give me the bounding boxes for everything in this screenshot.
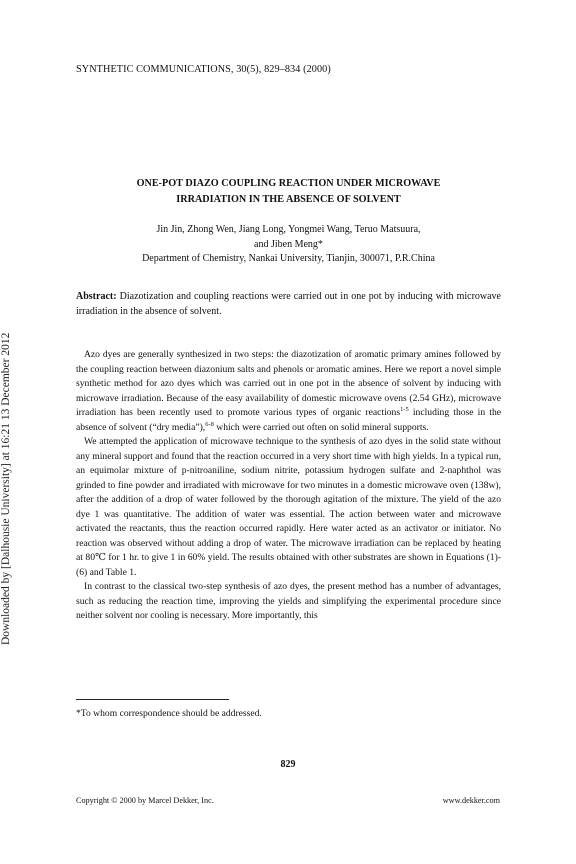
article-title: [76, 176, 501, 208]
footnote: *To whom correspondence should be addressed.: [76, 708, 262, 719]
title-line-1: ONE-POT DIAZO COUPLING REACTION UNDER MICROWAVE: [136, 178, 441, 189]
citation-ref: 6-8: [205, 420, 214, 428]
title-line-2: IRRADIATION IN THE ABSENCE OF SOLVENT: [176, 194, 401, 205]
citation-ref: 1-5: [400, 405, 409, 413]
journal-header: SYNTHETIC COMMUNICATIONS, 30(5), 829–834 (2000): [76, 64, 331, 75]
abstract: [76, 290, 501, 319]
paragraph-1-part-2: including those in the absence of solvent (“dry media”),: [76, 407, 501, 433]
paragraph-3: In contrast to the classical two-step synthesis of azo dyes, the present method has a number of advantages, such as reducing the reaction time, improving the yields and simplifying the experimental procedure since neither solvent nor cooling is necessary. More importantly, this: [76, 581, 501, 621]
footnote-divider: [76, 699, 229, 700]
author-block: [76, 223, 501, 267]
paragraph-1: [76, 348, 501, 435]
affiliation: Department of Chemistry, Nankai University, Tianjin, 300071, P.R.China: [142, 253, 435, 264]
paragraph-1-part-1: Azo dyes are generally synthesized in two steps: the diazotization of aromatic primary amines followed by the coupling reaction between diazonium salts and phenols or aromatic amines. Here we report a novel simple synthetic method for azo dyes which was carried out in one pot in the absence of solvent by inducing with microwave irradiation. Because of the easy availability of domestic microwave ovens (2.54 GHz), microwave irradiation has been recently used to promote various types of organic reactions: [76, 349, 501, 418]
paragraph-1-part-3: which were carried out often on solid mineral supports.: [213, 421, 429, 433]
page-number: 829: [280, 759, 296, 770]
authors-line-1: Jin Jin, Zhong Wen, Jiang Long, Yongmei Wang, Teruo Matsuura,: [156, 224, 421, 235]
body-text: [76, 348, 501, 624]
download-watermark: Downloaded by [Dalhousie University] at 16:21 13 December 2012: [0, 332, 12, 645]
paragraph-2: We attempted the application of microwave technique to the synthesis of azo dyes in the solid state without any mineral support and found that the reaction occurred in a very short time with high yields. In a typical run, an equimolar mixture of p-nitroaniline, sodium nitrite, potassium hydrogen sulfate and 2-naphthol was grinded to fine powder and irradiated with microwave for two minutes in a domestic microwave oven (138w), after the addition of a drop of water followed by the thorough agitation of the mixture. The yield of the azo dye 1 was quantitative. The addition of water was essential. The action between water and microwave activated the reactants, thus the reaction occurred rapidly. Here water acted as an activator or initiator. No reaction was observed without adding a drop of water. The microwave irradiation can be replaced by heating at 80℃ for 1 hr. to give 1 in 60% yield. The results obtained with other substrates are shown in Equations (1)-(6) and Table 1.: [76, 436, 501, 578]
publisher-website: www.dekker.com: [442, 796, 500, 805]
copyright-notice: Copyright © 2000 by Marcel Dekker, Inc.: [76, 796, 214, 805]
abstract-text: Diazotization and coupling reactions were carried out in one pot by inducing with microwave irradiation in the absence of solvent.: [76, 291, 501, 317]
authors-line-2: and Jiben Meng*: [254, 238, 323, 250]
abstract-label: Abstract:: [76, 291, 117, 302]
